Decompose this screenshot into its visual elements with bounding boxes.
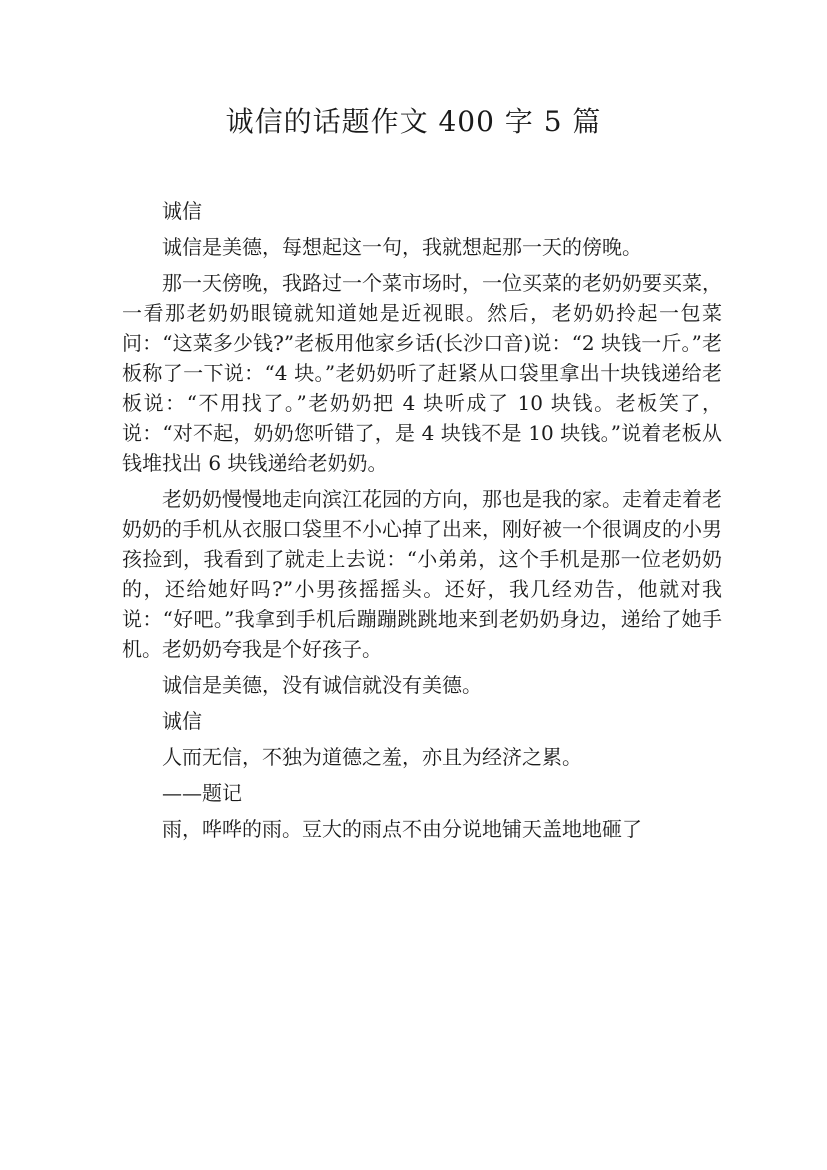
paragraph: 那一天傍晚，我路过一个菜市场时，一位买菜的老奶奶要买菜，一看那老奶奶眼镜就知道她是近视眼。然后，老奶奶拎起一包菜问：“这菜多少钱?”老板用他家乡话(长沙口音)说：“2 块钱一斤。”老板称了一下说：“4 块。”老奶奶听了赶紧从口袋里拿出十块钱递给老板说：“不用找了。”老奶奶把 4 块听成了 10 块钱。老板笑了，说：“对不起，奶奶您听错了，是 4 块钱不是 10 块钱。”说着老板从钱堆找出 6 块钱递给老奶奶。 (122, 271, 722, 475)
document-title: 诚信的话题作文 400 字 5 篇 (225, 105, 602, 138)
epigraph-attribution: ——题记 (162, 781, 242, 805)
paragraph: 雨，哗哗的雨。豆大的雨点不由分说地铺天盖地地砸了 (162, 817, 642, 841)
document-body (122, 196, 722, 850)
section-heading: 诚信 (162, 709, 202, 733)
section-heading: 诚信 (162, 199, 202, 223)
paragraph: 诚信是美德，每想起这一句，我就想起那一天的傍晚。 (162, 235, 642, 259)
paragraph: 老奶奶慢慢地走向滨江花园的方向，那也是我的家。走着走着老奶奶的手机从衣服口袋里不小心掉了出来，刚好被一个很调皮的小男孩捡到，我看到了就走上去说：“小弟弟，这个手机是那一位老奶奶的，还给她好吗?”小男孩摇摇头。还好，我几经劝告，他就对我说：“好吧。”我拿到手机后蹦蹦跳跳地来到老奶奶身边，递给了她手机。老奶奶夸我是个好孩子。 (122, 487, 722, 661)
paragraph: 人而无信，不独为道德之羞，亦且为经济之累。 (162, 745, 582, 769)
paragraph: 诚信是美德，没有诚信就没有美德。 (162, 673, 482, 697)
